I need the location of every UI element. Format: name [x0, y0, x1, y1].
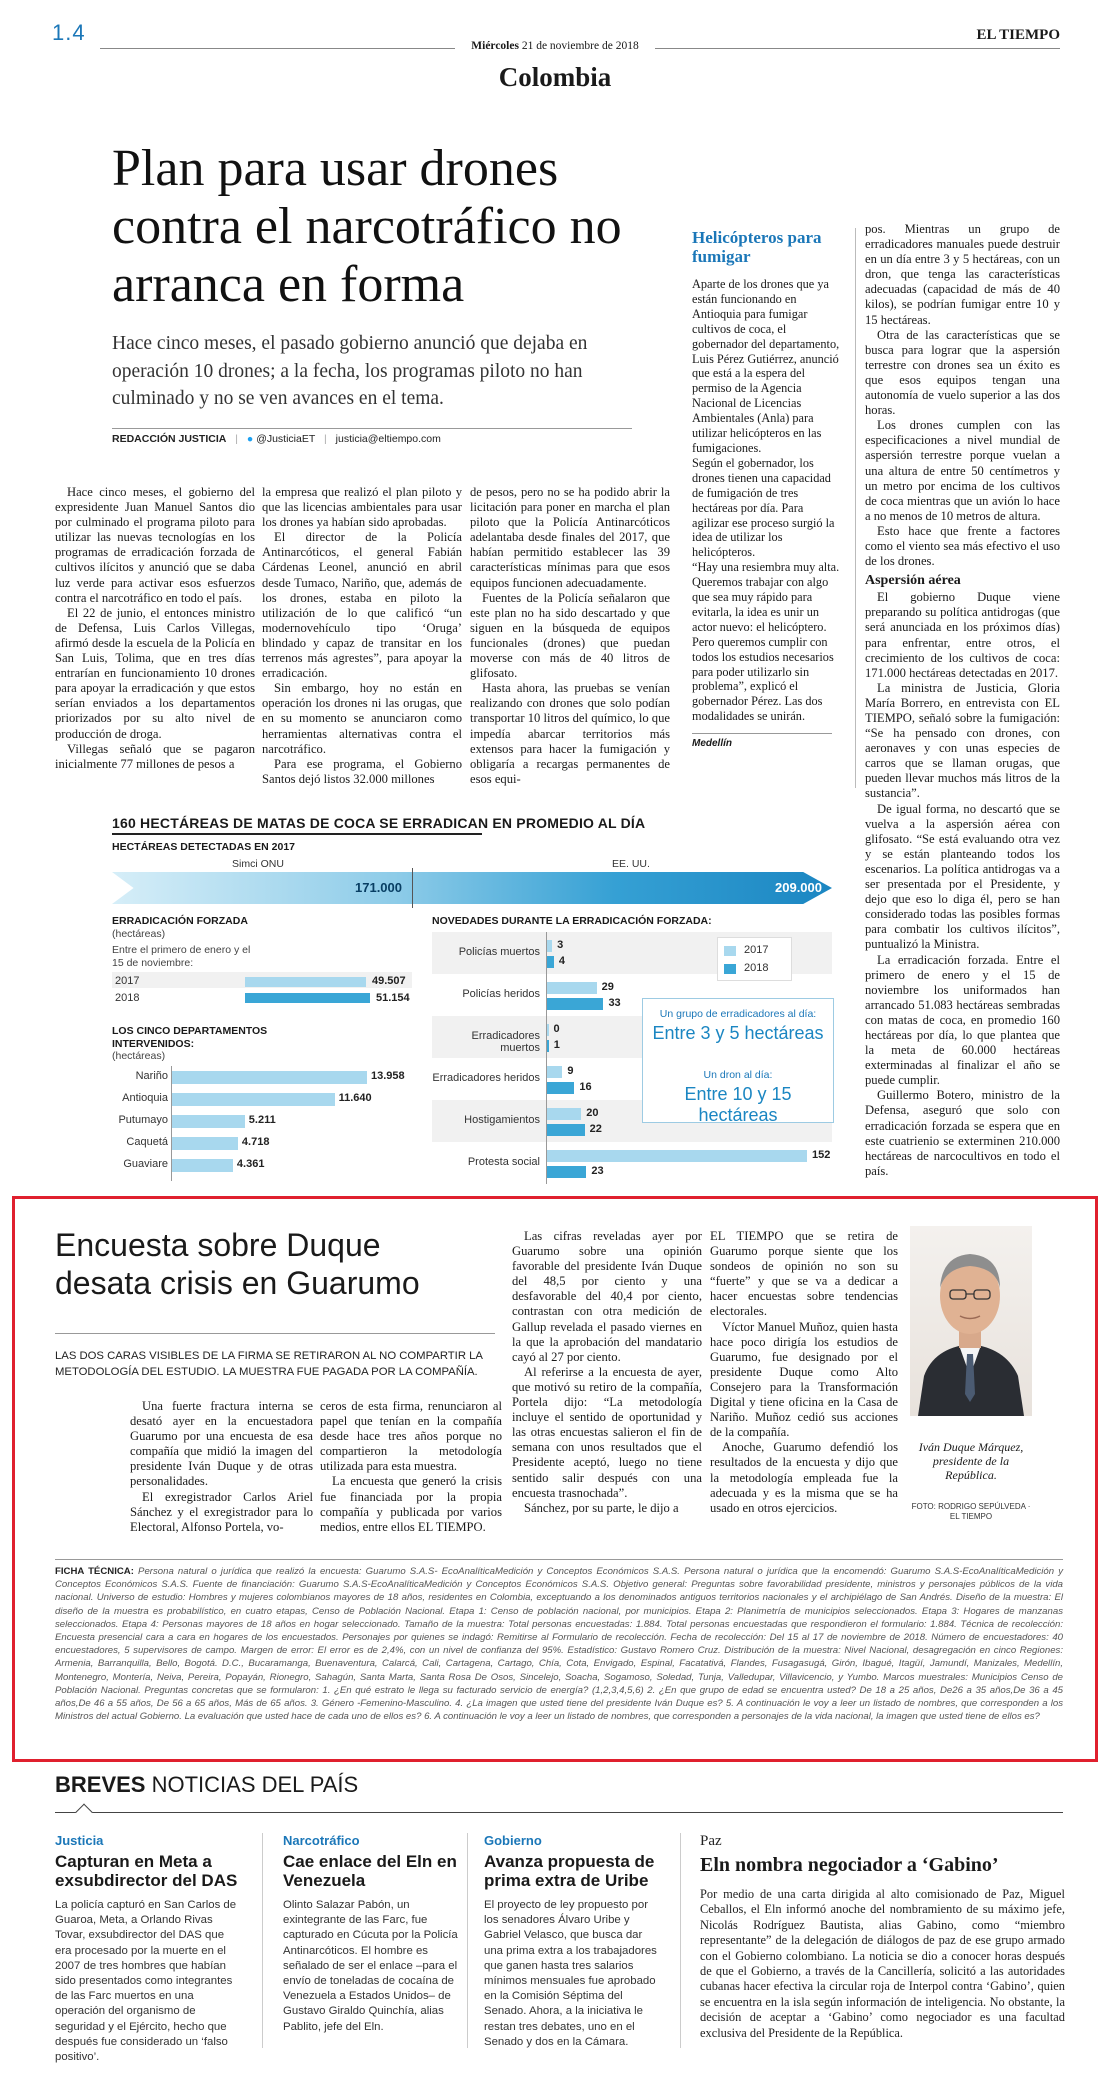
breve-section: Gobierno — [484, 1833, 542, 1848]
legend-2017-swatch — [724, 946, 736, 956]
sidebar-title: Helicópteros para fumigar — [692, 228, 822, 266]
breve-headline: Avanza propuesta de prima extra de Uribe — [484, 1852, 655, 1890]
news-category-label: Policías muertos — [458, 946, 540, 958]
detected-title: HECTÁREAS DETECTADAS EN 2017 — [112, 841, 296, 853]
breve-headline: Capturan en Meta a exsubdirector del DAS — [55, 1852, 238, 1890]
news-value-2017: 3 — [557, 939, 564, 951]
depts-title: LOS CINCO DEPARTAMENTOS INTERVENIDOS: — [112, 1025, 268, 1050]
encuesta-rule — [55, 1333, 495, 1334]
news-bar-2018 — [547, 1166, 586, 1178]
infographic-title-rule — [112, 833, 482, 835]
twitter-handle[interactable]: @JusticiaET — [256, 433, 316, 445]
detected-left-value: 171.000 — [355, 880, 402, 895]
masthead-rule-left — [100, 48, 455, 49]
breve-justicia — [55, 1833, 240, 2065]
breves-rule — [55, 1812, 1063, 1813]
breves-divider-2 — [467, 1833, 468, 2048]
dept-label: Nariño — [135, 1070, 168, 1082]
legend-2017-label: 2017 — [744, 944, 769, 956]
news-bar-2017 — [547, 940, 552, 952]
encuesta-column-2: ceros de esta firma, renunciaron al papel que tenían en la compañía desde hace tres años porque no compartieron la metodología utilizada para esta muestra. La encuesta que generó la crisis fue financiada por la propia compañía y publicada por varios medios, entre ellos EL TIEMPO. — [320, 1399, 502, 1534]
box2-label: Un dron al día: — [703, 1069, 773, 1081]
news-bar-2017 — [547, 1066, 562, 1078]
news-category-label: Hostigamientos — [464, 1114, 540, 1126]
forced-title: ERRADICACIÓN FORZADA — [112, 915, 248, 927]
news-value-2017: 29 — [601, 981, 614, 993]
breve-narcotrafico — [283, 1833, 458, 2035]
breve-section: Narcotráfico — [283, 1833, 360, 1848]
ficha-label: FICHA TÉCNICA: — [55, 1566, 134, 1577]
encuesta-headline: Encuesta sobre Duque desata crisis en Guarumo — [55, 1227, 420, 1301]
photo-caption: Iván Duque Márquez, presidente de la República. — [918, 1440, 1024, 1482]
breves-divider-3 — [680, 1833, 681, 2048]
forced-2017-value: 49.507 — [372, 975, 406, 987]
encuesta-column-3: Las cifras reveladas ayer por Guarumo sobre una opinión favorable del presidente Iván Duque del 48,5 por ciento y una desfavorable del 40,4 por ciento, contrastan con otra medición de Gallup revelada el pasado viernes en la que la aprobación del mandatario cayó al 27 por ciento. Al referirse a la encuesta de ayer, que motivó su retiro de la compañía, Portela dijo: “La metodología incluye el sentido de oportunidad y las otras encuestas salieron el fin de semana con unos resultados que el Presidente aceptó, luego no tiene sentido salir después con una encuesta trasnochada”. Sánchez, por su parte, le dijo a — [512, 1229, 702, 1515]
dept-label: Guaviare — [123, 1158, 168, 1170]
encuesta-column-4: EL TIEMPO que se retira de Guarumo porque siente que los sondeos de opinión no son su “fuerte” y que se va a dedicar a hacer encuestas sobre tendencias electorales. Víctor Manuel Muñoz, quien hasta hace poco dirigía los estudios de Guarumo, fue designado por el presidente Duque como Alto Consejero para la Transformación Digital y tiene oficina en la Casa de Nariño. Muñoz cedió sus acciones de la compañía. Anoche, Guarumo defendió los resultados de la encuesta y dijo que la metodología empleada fue la adecuada y es la misma que se ha usado en otros ejercicios. — [710, 1229, 898, 1515]
photo-credit: FOTO: RODRIGO SEPÚLVEDA · EL TIEMPO — [911, 1502, 1031, 1521]
brand-logo: EL TIEMPO — [976, 27, 1060, 43]
forced-2017-label: 2017 — [115, 975, 140, 987]
breve-body: El proyecto de ley propuesto por los senadores Álvaro Uribe y Gabriel Velasco, que busca dar una prima extra a los trabajadores que ganen hasta tres salarios mínimos mensuales fue aprobado en la Comisión Séptima del Senado. Ahora, a la iniciativa le restan tres debates, uno en el Senado y dos en la Cámara. — [484, 1899, 657, 2048]
dept-label: Antioquia — [122, 1092, 168, 1104]
duque-photo — [910, 1226, 1032, 1416]
dept-value: 13.958 — [371, 1070, 405, 1082]
news-category-label: Protesta social — [467, 1156, 540, 1168]
news-value-2018: 33 — [608, 997, 621, 1009]
news-value-2017: 152 — [812, 1149, 831, 1161]
news-bar-2017 — [547, 982, 597, 994]
breves-divider-1 — [262, 1833, 263, 2048]
sidebar-rule — [692, 733, 832, 734]
dept-bar — [172, 1137, 238, 1150]
news-category-label: Erradicadores heridos — [432, 1072, 540, 1084]
section-name: Colombia — [498, 62, 612, 92]
infographic-title: 160 HECTÁREAS DE MATAS DE COCA SE ERRADICAN EN PROMEDIO AL DÍA — [112, 815, 646, 831]
news-bar-2018 — [547, 956, 554, 968]
right-column: pos. Mientras un grupo de erradicadores manuales puede destruir en un día entre 3 y 5 hectáreas, con un dron, que tenga las características adecuadas (capacidad de más de 40 kilos), se podrían fumigar entre 10 y 15 hectáreas. Otra de las características que se busca para lograr que la aspersión terrestre con drones sea un éxito es que esos equipos tengan una autonomía de vuelo superior a las dos horas. Los drones cumplen con las especificaciones a nivel mundial de aspersión terrestre porque vuelan a una altura de entre 50 centímetros y un metro por encima de los cultivos de coca mientras que un avión lo hace a no menos de 10 metros de altura. Esto hace que frente a factores como el viento sea más efectivo el uso de los drones. Aspersión aérea El gobierno Duque viene preparando su política antidrogas (que será anunciada en los próximos días) para enfrentar, entre otros, el crecimiento de los cultivos de coca: 171.000 hectáreas detectadas en 2017. La ministra de Justicia, Gloria María Borrero, en entrevista con EL TIEMPO, señaló sobre la fumigación: “Se ha pensado con drones, con aeronaves y con unas especies de carros que se llaman orugas, que pueden llevar muchos más litros de la sustancia”. De igual forma, no descartó que se vuelva a la aspersión aérea con glifosato. “Se está evaluando otra vez y se están planteando todos los escenarios. La política antidrogas va a ser presentada por el Presidente, y dejo que eso lo diga él, pero se han considerado todas las posibles formas para combatir los cultivos ilícitos”, puntualizó la Ministra. La erradicación forzada. Entre el primero de enero y el 15 de noviembre los uniformados han arrancado 51.083 hectáreas sembradas con matas de coca, en promedio 160 hectáreas por día, lo que plantea que la meta de 60.000 hectáreas exterminadas al finalizar el año se puede cumplir. Guillermo Botero, ministro de la Defensa, aseguró que solo con erradicación forzada se espera que en este cuatrienio se exterminen 210.000 hectáreas de narcocultivos en todo el país. — [865, 222, 1060, 1178]
detected-right-value: 209.000 — [775, 880, 822, 895]
news-value-2018: 1 — [553, 1039, 560, 1051]
legend-2018-label: 2018 — [744, 962, 769, 974]
dept-bar — [172, 1071, 367, 1084]
breves-title: BREVES NOTICIAS DEL PAÍS — [55, 1772, 359, 1797]
breve-body: La policía capturó en San Carlos de Guaroa, Meta, a Orlando Rivas Tovar, exsubdirector del DAS que era procesado por la muerte en el 2007 de tres hombres que habían sido presentados como integrantes de las Farc muertos en una operación del organismo de seguridad y el Ejército, hecho que después fue considerado un ‘falso positivo’. — [55, 1899, 237, 2064]
box1-value: Entre 3 y 5 hectáreas — [652, 1023, 824, 1043]
box1-label: Un grupo de erradicadores al día: — [659, 1008, 817, 1020]
legend-2018-swatch — [724, 964, 736, 974]
lead-column-1: Hace cinco meses, el gobierno del expresidente Juan Manuel Santos dio por culminado el programa piloto para utilizar las nuevas tecnologías en los programas de erradicación forzada de cultivos ilícitos y anunció que se daba luz verde para activar esos esfuerzos contra el narcotráfico en todo el país. El 22 de junio, el entonces ministro de Defensa, Luis Carlos Villegas, afirmó desde la escuela de la Policía en San Luis, Tolima, que en tres días entrarían en funcionamiento 10 drones para apoyar la erradicación y que estos serían enviados a los departamentos priorizados por su alto nivel de producción de droga. Villegas señaló que se pagaron inicialmente 77 millones de pesos a — [55, 485, 255, 771]
news-value-2018: 23 — [591, 1165, 604, 1177]
depts-unit: (hectáreas) — [112, 1050, 166, 1062]
news-value-2017: 0 — [553, 1023, 560, 1035]
twitter-icon: ● — [246, 433, 254, 445]
byline-rule-top — [112, 428, 632, 429]
dept-bar — [172, 1159, 233, 1172]
breve-body: Por medio de una carta dirigida al alto comisionado de Paz, Miguel Ceballos, el Eln informó anoche del nombramiento de su máximo jefe, Nicolás Rodríguez Bautista, alias Gabino, como “miembro representante” de la delegación de diálogos de paz de ese grupo armado con el Gobierno colombiano. La noticia se dio a conocer horas después de que el Gobierno, a través de la Cancillería, solicitó a las autoridades cubanas hacer efectiva la circular roja de Interpol contra ‘Gabino’, quien se encuentra en la isla según información de inteligencia. No obstante, la decisión de aceptar a ‘Gabino’ como negociador es una facultad exclusiva del Presidente de la República. — [700, 1887, 1065, 2040]
portrait-image — [910, 1226, 1032, 1416]
detected-left-label: Simci ONU — [232, 858, 284, 870]
author-email[interactable]: justicia@eltiempo.com — [335, 433, 441, 445]
news-bar-2018 — [547, 1124, 585, 1136]
news-value-2017: 20 — [586, 1107, 599, 1119]
ficha-tecnica — [55, 1565, 1063, 1723]
dept-label: Putumayo — [118, 1114, 168, 1126]
lead-column-2: la empresa que realizó el plan piloto y que las licencias ambientales para usar los drones ya habían sido aprobadas. El director de la Policía Antinarcóticos, el general Fabián Cárdenas Leonel, anunció en abril desde Tumaco, Nariño, que, además de los drones, estaba en piloto la utilización de lo que calificó “un modernovehículo tipo ‘Oruga’ blindado y capaz de transitar en los terrenos más agrestes”, para apoyar la erradicación. Sin embargo, hoy no están en operación los drones ni las orugas, que en su momento se anunciaron como herramientas alternativas contra el narcotráfico. Para ese programa, el Gobierno Santos dejó listos 32.000 millones — [262, 485, 462, 786]
issue-date: Miércoles 21 de noviembre de 2018 — [471, 40, 639, 52]
lead-deck: Hace cinco meses, el pasado gobierno anunció que dejaba en operación 10 drones; a la fecha, los programas piloto no han culminado y no se ven avances en el tema. — [112, 333, 588, 409]
news-value-2018: 4 — [558, 955, 565, 967]
dept-value: 4.361 — [236, 1158, 265, 1170]
page-number: 1.4 — [52, 20, 86, 45]
comparison-box — [642, 998, 834, 1123]
sidebar-body: Aparte de los drones que ya están funcionando en Antioquia para fumigar cultivos de coca, el gobernador del departamento, Luis Pérez Gutiérrez, anunció que está a la espera del permiso de la Agencia Nacional de Licencias Ambientales (Anla) para utilizar helicópteros en las fumigaciones. Según el gobernador, los drones tienen una capacidad de fumigación de tres hectáreas por día. Para agilizar ese proceso surgió la idea de utilizar los helicópteros. “Hay una resiembra muy alta. Queremos trabajar con algo que sea muy rápido para evitarla, la idea es unir un actor nuevo: el helicóptero. Pero queremos cumplir con todos los estudios necesarios para poder utilizarlo sin problema”, explicó el gobernador Pérez. Las dos modalidades se unirán. — [692, 277, 840, 724]
news-bar-2018 — [547, 998, 603, 1010]
breve-section: Justicia — [55, 1833, 104, 1848]
detected-arrow-band — [112, 872, 832, 904]
forced-2017-bar — [245, 977, 366, 987]
news-bar-2017 — [547, 1150, 807, 1162]
forced-note: Entre el primero de enero y el 15 de noviembre: — [112, 944, 251, 969]
ficha-rule — [55, 1559, 1063, 1560]
lead-headline: Plan para usar drones contra el narcotráfico no arranca en forma — [112, 140, 622, 313]
dept-value: 5.211 — [248, 1114, 276, 1126]
news-value-2017: 9 — [567, 1065, 574, 1077]
breve-section: Paz — [700, 1833, 722, 1849]
legend-box — [717, 937, 792, 981]
news-value-2018: 16 — [579, 1081, 592, 1093]
box2-value: Entre 10 y 15 hectáreas — [684, 1084, 792, 1125]
detected-right-label: EE. UU. — [612, 858, 650, 870]
sidebar-divider — [855, 228, 856, 788]
breve-gobierno — [484, 1833, 659, 2050]
encuesta-deck: LAS DOS CARAS VISIBLES DE LA FIRMA SE RETIRARON AL NO COMPARTIR LA METODOLOGÍA DEL ESTUDIO. LA MUESTRA FUE PAGADA POR LA COMPAÑÍA. — [55, 1350, 483, 1378]
subhead-aspersion: Aspersión aérea — [865, 573, 961, 589]
breve-headline: Cae enlace del Eln en Venezuela — [283, 1852, 457, 1890]
forced-2018-label: 2018 — [115, 992, 140, 1004]
news-bar-2017 — [547, 1108, 581, 1120]
forced-2018-value: 51.154 — [376, 992, 410, 1004]
breve-paz — [700, 1833, 1065, 2041]
byline: REDACCIÓN JUSTICIA | ● @JusticiaET | justicia@eltiempo.com — [112, 433, 441, 445]
lead-column-3: de pesos, pero no se ha podido abrir la licitación para poner en marcha el plan piloto que la Policía Antinarcóticos adelantaba desde finales del 2017, que habían permitido establecer las 39 características mínimas para que esos equipos funcionen adecuadamente. Fuentes de la Policía señalaron que este plan no ha sido descartado y que siguen en la búsqueda de equipos funcionales (drones) que puedan moverse con más de 40 litros de glifosato. Hasta ahora, las pruebas se venían realizando con drones que solo podían transportar 10 litros del químico, lo que impedía abarcar territorios más extensos para hacer la fumigación y obligaría a recargas permanentes de esos equi- — [470, 485, 670, 786]
news-bar-2017 — [547, 1024, 549, 1036]
news-bar-2018 — [547, 1082, 574, 1094]
ficha-text: Persona natural o jurídica que realizó la encuesta: Guarumo S.A.S- EcoAnalíticaMedición y Conceptos Económicos S.A.S. Persona natural o jurídica que la encomendó: Guarumo S.A.S-EcoAnalíticaMedición y Conceptos Económicos S.A.S. Fuente de financiación: Guarumo S.A.S-EcoAnalíticaMedición y Conceptos Económicos S.A.S. Objetivo general: Preguntas sobre favorabilidad presidente, ministros y personajes públicos de la vida nacional. Universo de estudio: Hombres y mujeres colombianos mayores de 18 años, residentes en Colombia, exceptuando a los denominados antiguos territorios nacionales y el archipiélago de San Andrés. Diseño de la muestra: El diseño de la muestra es probabilístico, en cuatro etapas, Censo de Población Nacional. Etapa 1: Censo de población nacional, por municipios. Etapa 2: Planimetría de municipios seleccionados. Etapa 3: Hogares de manzanas seleccionados. Etapa 4: Personas mayores de 18 años en hogar seleccionado. Tamaño de la muestra: Total personas encuestadas: 1.884. Total personas encuestadas que respondieron el formulario: 1.884. Técnica de recolección: Encuesta presencial cara a cara en hogares de los encuestados. Personajes por quienes se indagó: Remitirse al Formulario de recolección. Fecha de recolección: Del 15 al 17 de noviembre de 2018. Número de encuestadores: 40 encuestadores, 5 supervisores de campo. Margen de error: El error es de 2,4%, con un nivel de confianza del 95%. Estadístico: Gustavo Romero Cruz. Distribución de la muestra: Nivel Nacional, desagregación en cinco Regiones: Armenia, Barranquilla, Bello, Bogotá. D.C., Bucaramanga, Buenaventura, Calarcá, Cali, Cartagena, Cartago, Chía, Cota, Envigado, Espinal, Facatativá, Flandes, Fusagasugá, Girón, Ibagué, Itagüí, Jamundí, Manizales, Medellín, Montenegro, Montería, Neiva, Pereira, Popayán, Rionegro, Sahagún, Santa Marta, Santa Rosa De Osos, Sincelejo, Soacha, Sogamoso, Soledad, Tunja, Valledupar, Villavicencio, y Yumbo. Marcos muestrales: Municipios Censo de Población Nacional. Preguntas concretas que se formularon: 1. ¿En qué estrato le llega su facturado servicio de energía? (1,2,3,4,5,6) 2. ¿En que grupo de edad se encuentra usted? De 18 a 25 años, De26 a 35 años,De 36 a 45 años,De 46 a 55 años, De 56 a 65 años, Más de 65 años. 3. Género -Femenino-Masculino. 4. ¿La imagen que usted tiene del presidente Iván Duque es? 5. A continuación le voy a leer un listado de nombres, que corresponden a los Ministros del actual Gobierno. La evaluación que usted hace de cada uno de ellos es? 6. A continuación le voy a leer un listado de nombres, que corresponden a personajes de la vida nacional, la imagen que usted tiene de ellos es? — [55, 1566, 1064, 1723]
news-bar-2018 — [547, 1040, 549, 1052]
forced-2018-bar — [245, 993, 370, 1003]
breve-headline: Eln nombra negociador a ‘Gabino’ — [700, 1854, 999, 1876]
detected-divider — [412, 868, 413, 908]
breves-notch — [76, 1804, 93, 1821]
dept-bar — [172, 1093, 335, 1106]
masthead-rule-right — [655, 48, 1060, 49]
dept-value: 4.718 — [241, 1136, 270, 1148]
news-value-2018: 22 — [589, 1123, 602, 1135]
news-category-label: Erradicadores muertos — [471, 1030, 540, 1054]
forced-unit: (hectáreas) — [112, 928, 166, 940]
dept-bar — [172, 1115, 245, 1128]
sidebar-credit: Medellín — [692, 738, 733, 749]
news-title: NOVEDADES DURANTE LA ERRADICACIÓN FORZADA: — [432, 915, 712, 927]
news-axis — [546, 932, 547, 1184]
breve-body: Olinto Salazar Pabón, un exintegrante de las Farc, fue capturado en Cúcuta por la Policía Antinarcóticos. El hombre es señalado de ser el enlace –para el envío de toneladas de cocaína de Venezuela a Estados Unidos– de Gustavo Giraldo Quinchía, alias Pablito, jefe del Eln. — [283, 1899, 458, 2033]
dept-value: 11.640 — [338, 1092, 372, 1104]
news-category-label: Policías heridos — [462, 988, 540, 1000]
dept-label: Caquetá — [126, 1136, 168, 1148]
encuesta-column-1: Una fuerte fractura interna se desató ayer en la encuestadora Guarumo por una encuesta de esa compañía que midió la imagen del presidente Iván Duque y de otras personalidades. El exregistrador Carlos Ariel Sánchez y el exregistrador para lo Electoral, Alfonso Portela, vo- — [130, 1399, 313, 1534]
